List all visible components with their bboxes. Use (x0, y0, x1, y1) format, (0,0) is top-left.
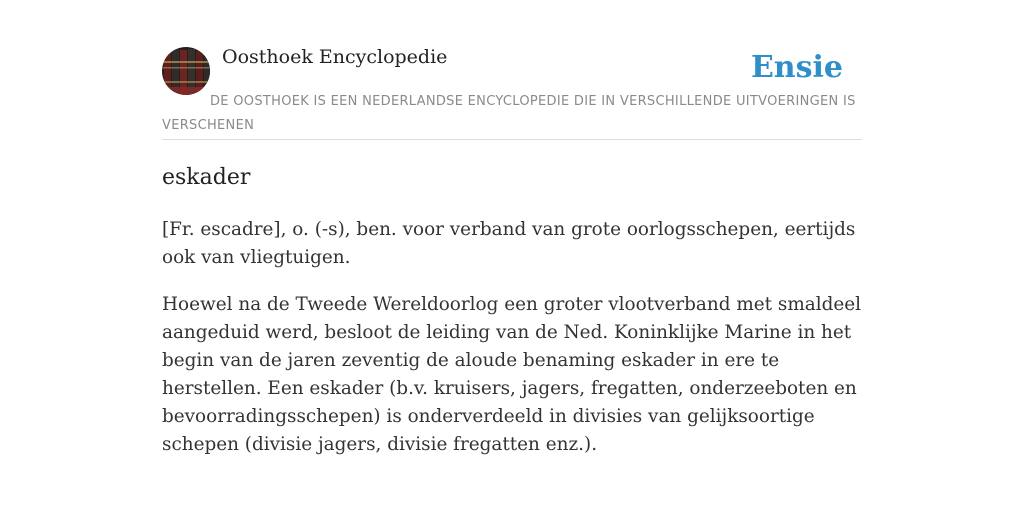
article-paragraph-2: Hoewel na de Tweede Wereldoorlog een groter vlootverband met smaldeel aangeduid werd, besloot de leiding van de Ned. Koninklijke Marine in het begin van de jaren zeventig de aloude benaming eskader in ere te herstellen. Een eskader (b.v. kruisers, jagers, fregatten, onderzeeboten en bevoorradingsschepen) is onderverdeeld in divisies van gelijksoortige schepen (divisie jagers, divisie fregatten enz.). (162, 294, 862, 455)
site-tagline: DE OOSTHOEK IS EEN NEDERLANDSE ENCYCLOPEDIE DIE IN VERSCHILLENDE UITVOERINGEN IS VERSCHENEN (162, 94, 856, 133)
article-title: eskader (162, 165, 251, 190)
site-avatar[interactable] (162, 47, 210, 95)
site-title[interactable]: Oosthoek Encyclopedie (222, 46, 448, 68)
book-spines-icon (162, 47, 210, 95)
brand-logo[interactable]: Ensie (750, 50, 843, 85)
article (162, 160, 862, 459)
article-paragraph-1: [Fr. escadre], o. (-s), ben. voor verband van grote oorlogsschepen, eertijds ook van vliegtuigen. (162, 219, 856, 268)
site-header (162, 44, 862, 140)
